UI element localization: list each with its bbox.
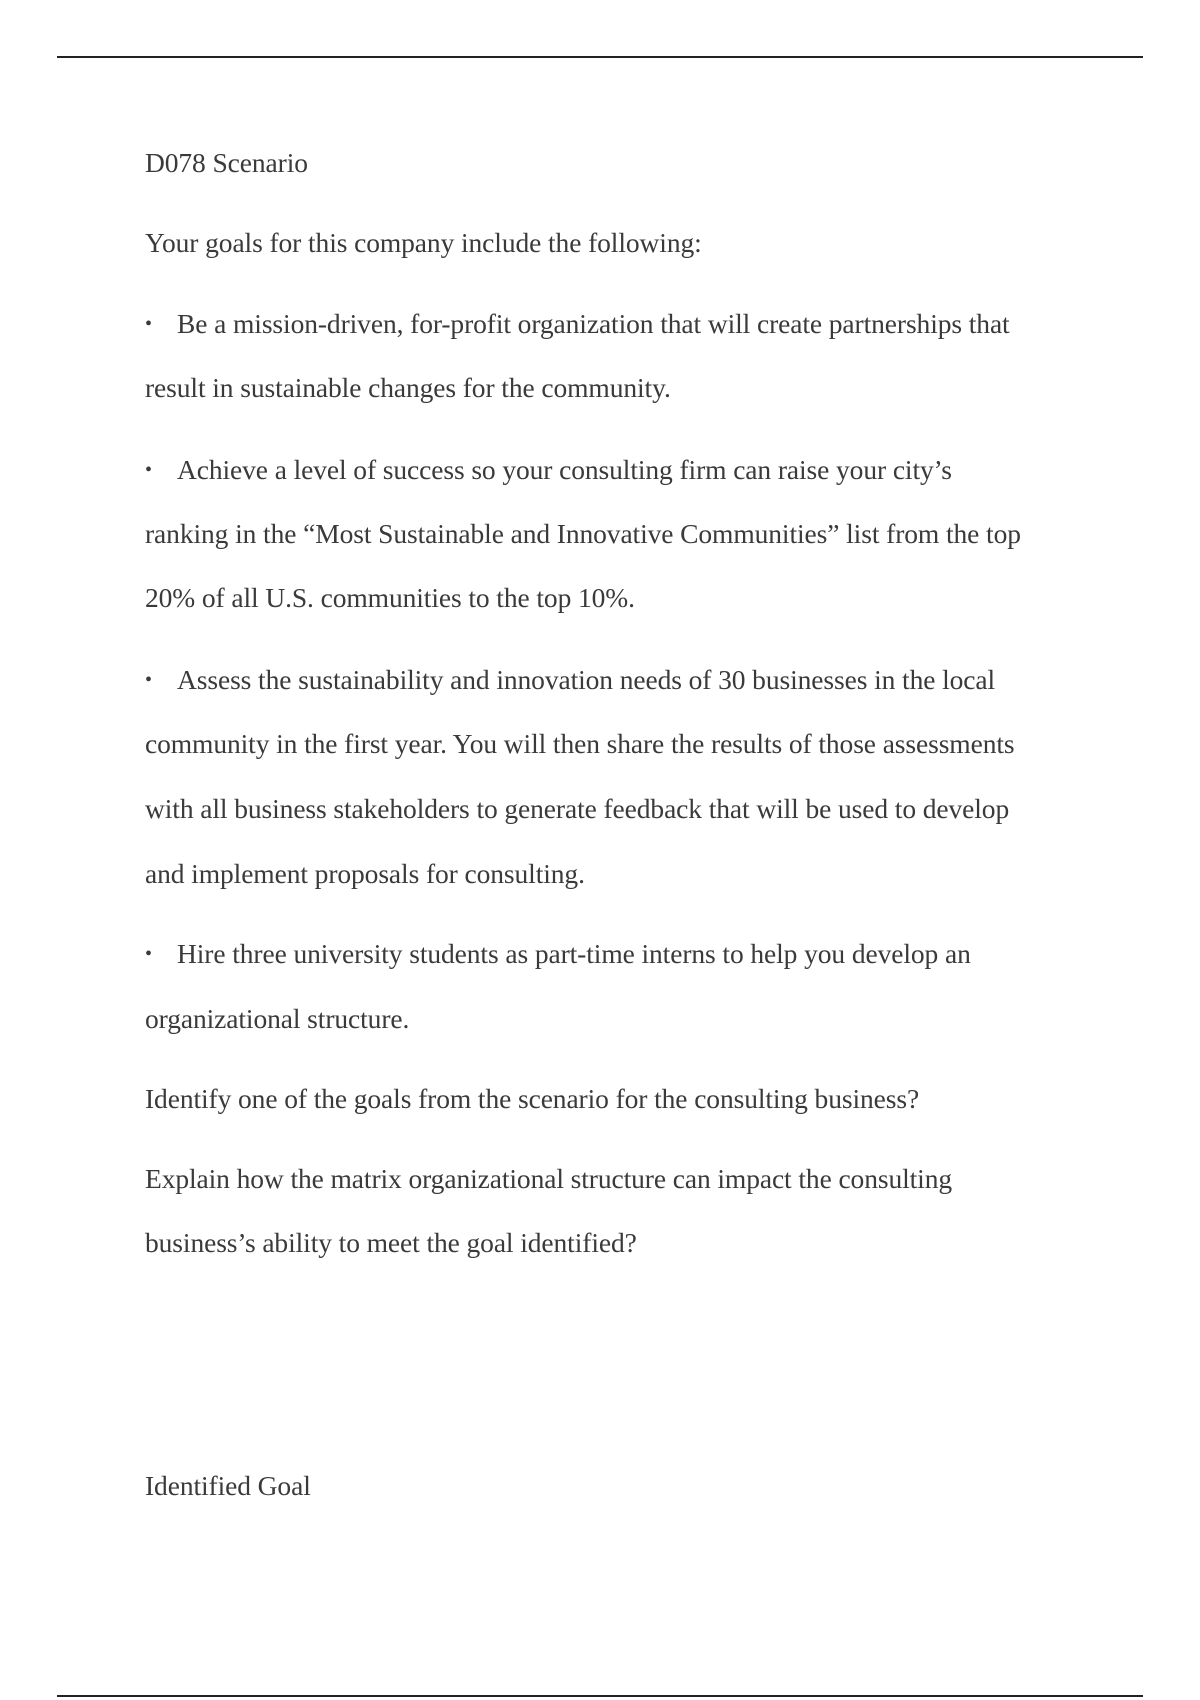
document-title: D078 Scenario <box>145 147 308 178</box>
goal-2-text-1: Achieve a level of success so your consulting firm can raise your city’s <box>177 454 952 485</box>
question-2-line-1: Explain how the matrix organizational structure can impact the consulting <box>145 1163 953 1194</box>
goal-4-text-1: Hire three university students as part-time interns to help you develop an <box>177 938 971 969</box>
bullet-icon: • <box>145 669 152 691</box>
goal-2-line-3: 20% of all U.S. communities to the top 10%. <box>145 582 635 613</box>
goal-1-text-1: Be a mission-driven, for-profit organization that will create partnerships that <box>177 308 1010 339</box>
goal-1-line-2: result in sustainable changes for the community. <box>145 372 671 403</box>
identified-goal-heading: Identified Goal <box>145 1470 311 1501</box>
goal-4-line-1 <box>145 938 971 970</box>
intro-text: Your goals for this company include the following: <box>145 227 702 258</box>
bullet-icon: • <box>145 313 152 335</box>
goal-4-line-2: organizational structure. <box>145 1003 410 1034</box>
bullet-icon: • <box>145 943 152 965</box>
question-1: Identify one of the goals from the scenario for the consulting business? <box>145 1083 920 1114</box>
goal-3-line-3: with all business stakeholders to generate feedback that will be used to develop <box>145 793 1010 824</box>
bullet-icon: • <box>145 459 152 481</box>
goal-3-line-4: and implement proposals for consulting. <box>145 858 585 889</box>
goal-2-line-1 <box>145 454 952 486</box>
goal-1-line-1 <box>145 308 1010 340</box>
bottom-rule <box>57 1695 1143 1697</box>
goal-3-text-1: Assess the sustainability and innovation needs of 30 businesses in the local <box>177 664 996 695</box>
question-2-line-2: business’s ability to meet the goal identified? <box>145 1227 637 1258</box>
goal-2-line-2: ranking in the “Most Sustainable and Innovative Communities” list from the top <box>145 518 1021 549</box>
goal-3-line-2: community in the first year. You will then share the results of those assessments <box>145 728 1015 759</box>
goal-3-line-1 <box>145 664 995 696</box>
top-rule <box>57 56 1143 58</box>
